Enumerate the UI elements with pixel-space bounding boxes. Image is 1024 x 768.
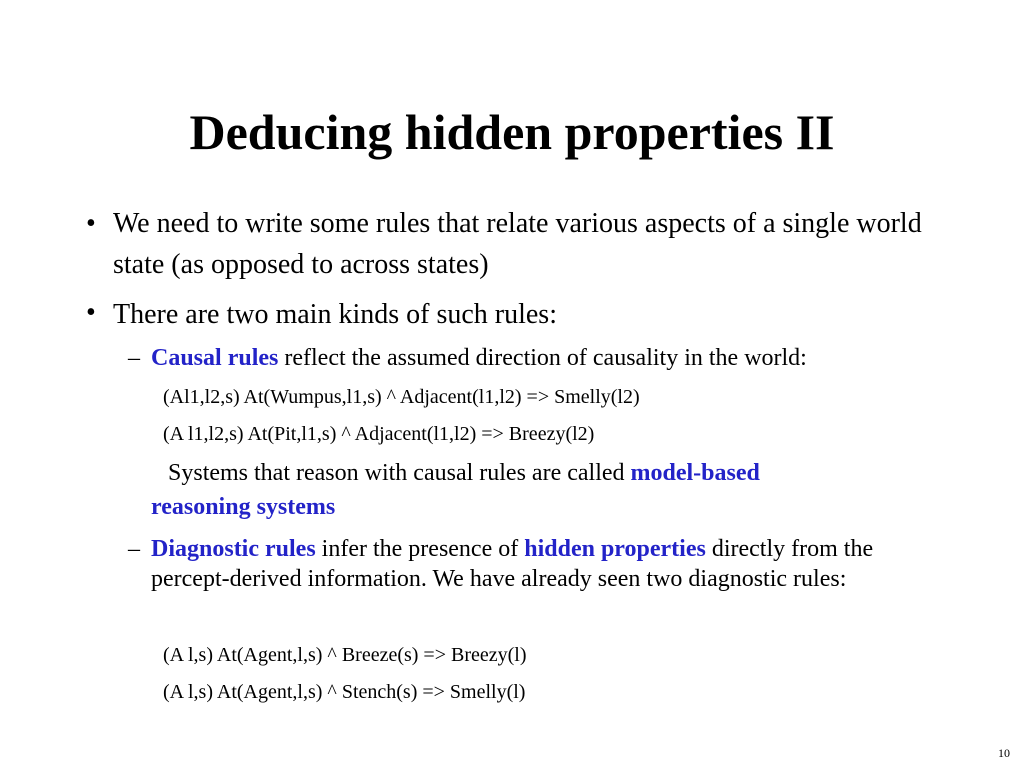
reasoning-systems-line <box>151 492 941 522</box>
bullet-marker-2: • <box>86 297 96 328</box>
causal-rules-term: Causal rules <box>151 345 279 371</box>
bullet-text-2: There are two main kinds of such rules: <box>113 299 557 330</box>
model-based-term: model-based <box>630 460 760 486</box>
sub-bullet-marker-causal: – <box>128 345 140 371</box>
slide-title: Deducing hidden properties II <box>189 104 835 160</box>
causal-rules-text: reflect the assumed direction of causality in the world: <box>278 345 807 371</box>
diagnostic-rules-term: Diagnostic rules <box>151 536 316 562</box>
diagnostic-text-2: directly from the percept-derived information. We have already seen two diagnostic rules: <box>151 536 874 592</box>
causal-rule-1: (Al1,l2,s) At(Wumpus,l1,s) ^ Adjacent(l1,l2) => Smelly(l2) <box>163 386 640 408</box>
diagnostic-text-1: infer the presence of <box>315 536 525 562</box>
sub-bullet-marker-diagnostic: – <box>128 536 140 562</box>
reasoning-systems-term: reasoning systems <box>151 494 336 520</box>
page-number: 10 <box>998 746 1010 760</box>
sub-bullet-causal <box>151 343 941 373</box>
causal-rule-2: (A l1,l2,s) At(Pit,l1,s) ^ Adjacent(l1,l2) => Breezy(l2) <box>163 423 595 445</box>
model-based-note <box>151 458 941 488</box>
sub-bullet-diagnostic <box>151 534 941 594</box>
model-based-note-text: Systems that reason with causal rules are called <box>168 460 631 486</box>
hidden-properties-term: hidden properties <box>524 536 706 562</box>
bullet-marker-1: • <box>86 208 96 239</box>
diagnostic-rule-1: (A l,s) At(Agent,l,s) ^ Breeze(s) => Breezy(l) <box>163 644 527 666</box>
bullet-text-1: We need to write some rules that relate various aspects of a single world state (as opposed to across states) <box>113 208 922 280</box>
diagnostic-rule-2: (A l,s) At(Agent,l,s) ^ Stench(s) => Smelly(l) <box>163 681 526 703</box>
